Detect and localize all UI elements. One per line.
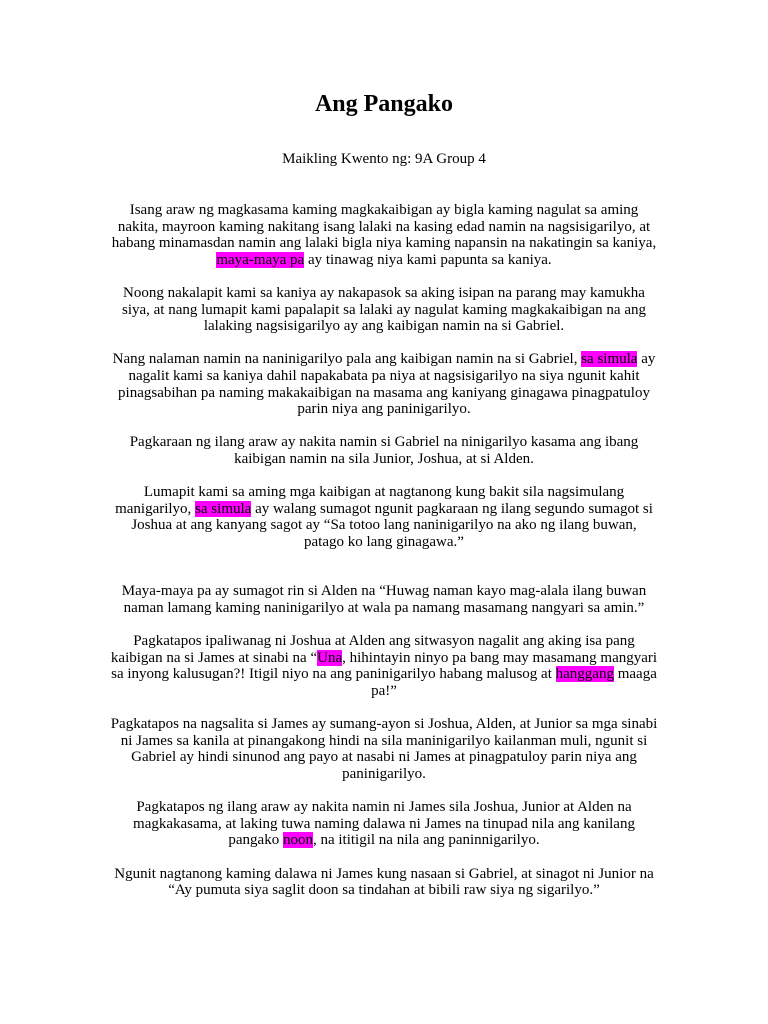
story-byline: Maikling Kwento ng: 9A Group 4: [282, 151, 486, 167]
story-body: [110, 202, 658, 915]
highlighted-phrase: sa simula: [581, 351, 638, 368]
story-paragraph: [110, 716, 658, 782]
story-paragraph: [110, 799, 658, 849]
highlighted-phrase: sa simula: [195, 500, 252, 517]
paragraph-text: Maya-maya pa ay sumagot rin si Alden na “Huwag naman kayo mag-alala ilang buwan naman lamang kaming naninigarilyo at wala pa namang masamang nangyari sa amin.”: [121, 583, 647, 617]
highlighted-phrase: Una: [317, 649, 343, 666]
story-paragraph: [110, 484, 658, 550]
story-paragraph: [110, 202, 658, 268]
paragraph-text: maaga pa!”: [371, 666, 657, 700]
paragraph-text: , hihintayin ninyo pa bang may masamang mangyari sa inyong kalusugan?! Itigil niyo na ang paninigarilyo habang malusog at: [111, 649, 658, 683]
paragraph-text: Ngunit nagtanong kaming dalawa ni James kung nasaan si Gabriel, at sinagot ni Junior na “Ay pumuta siya saglit doon sa tindahan at bibili raw siya ng sigarilyo.”: [114, 865, 654, 899]
paragraph-text: Nang nalaman namin na naninigarilyo pala ang kaibigan namin na si Gabriel,: [112, 351, 582, 368]
story-paragraph: [110, 633, 658, 699]
highlighted-phrase: maya-maya pa: [216, 251, 305, 268]
paragraph-text: Isang araw ng magkasama kaming magkakaibigan ay bigla kaming nagulat sa aming nakita, mayroon kaming nakitang isang lalaki na kasing edad namin na nagsisigarilyo, at habang minamasdan namin ang lalaki bigla niya kaming napansin na nakatingin sa kaniya,: [111, 202, 657, 252]
highlighted-phrase: noon: [282, 832, 313, 849]
story-paragraph: [110, 351, 658, 417]
story-title: Ang Pangako: [314, 91, 454, 117]
paragraph-text: ay tinawag niya kami papunta sa kaniya.: [304, 251, 552, 268]
paragraph-text: ay walang sumagot ngunit pagkaraan ng ilang segundo sumagot si Joshua at ang kanyang sagot ay “Sa totoo lang naninigarilyo na ako ng ilang buwan, patago ko lang ginagawa.”: [131, 500, 653, 550]
story-paragraph: [110, 866, 658, 899]
paragraph-text: , na ititigil na nila ang paninnigarilyo.: [312, 832, 540, 849]
paragraph-text: Noong nakalapit kami sa kaniya ay nakapasok sa aking isipan na parang may kamukha siya, at nang lumapit kami papalapit sa lalaki ay nagulat kaming magkakaibigan na ang lalaking nagsisigarilyo ay ang kaibigan namin na si Gabriel.: [121, 284, 646, 335]
story-paragraph: [110, 583, 658, 616]
paragraph-text: Pagkatapos na nagsalita si James ay sumang-ayon si Joshua, Alden, at Junior sa mga sinabi ni James sa kanila at pinangakong hindi na sila maninigarilyo kailanman muli, ngunit si Gabriel ay hindi sinunod ang payo at nasabi ni James at pinagpatuloy parin niya ang paninigarilyo.: [110, 716, 658, 782]
story-paragraph: [110, 285, 658, 335]
paragraph-text: ay nagalit kami sa kaniya dahil napakabata pa niya at nagsisigarilyo na siya ngunit kahit pinagsabihan pa naming makakaibigan na masama ang kaniyang ginagawa pinagpatuloy parin niya ang paninigarilyo.: [118, 351, 656, 418]
story-paragraph: [110, 434, 658, 467]
paragraph-text: Pagkaraan ng ilang araw ay nakita namin si Gabriel na ninigarilyo kasama ang ibang kaibigan namin na sila Junior, Joshua, at si Alden.: [129, 434, 639, 467]
paragraph-text: Lumapit kami sa aming mga kaibigan at nagtanong kung bakit sila nagsimulang manigarilyo,: [115, 484, 625, 517]
highlighted-phrase: hanggang: [555, 666, 614, 683]
paragraph-text: Pagkatapos ng ilang araw ay nakita namin ni James sila Joshua, Junior at Alden na magkakasama, at laking tuwa naming dalawa ni James na tinupad nila ang kanilang pangako: [133, 799, 635, 849]
paragraph-text: Pagkatapos ipaliwanag ni Joshua at Alden ang sitwasyon nagalit ang aking isa pang kaibigan na si James at sinabi na “: [110, 633, 635, 666]
